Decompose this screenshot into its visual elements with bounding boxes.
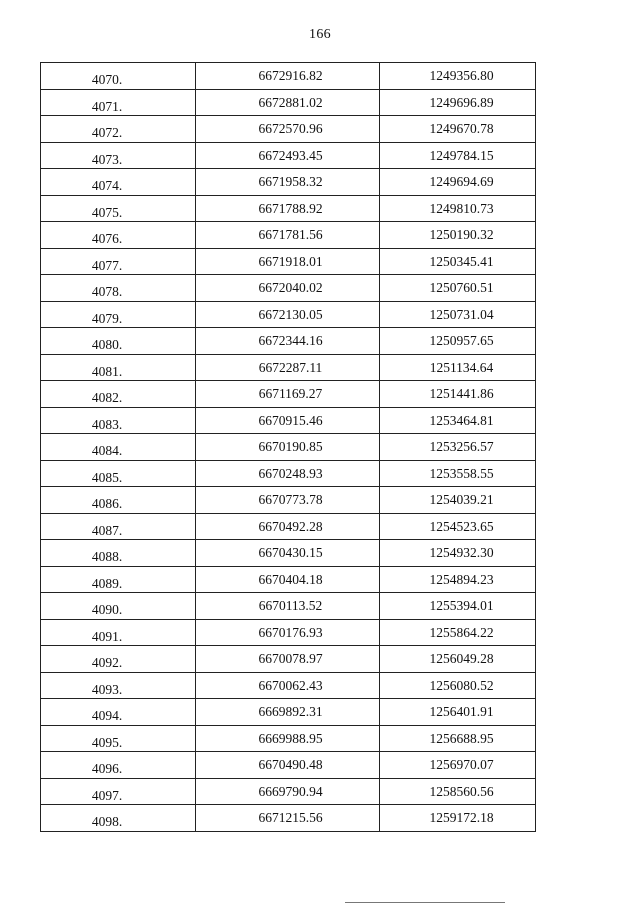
point-number-cell: 4086. bbox=[41, 487, 196, 514]
y-coordinate-cell: 1249696.89 bbox=[380, 89, 536, 116]
table-row bbox=[41, 89, 536, 116]
point-number-cell: 4097. bbox=[41, 778, 196, 805]
y-coordinate-cell: 1250190.32 bbox=[380, 222, 536, 249]
table-row bbox=[41, 778, 536, 805]
table-row bbox=[41, 619, 536, 646]
x-coordinate-cell: 6669988.95 bbox=[196, 725, 380, 752]
y-coordinate-cell: 1251134.64 bbox=[380, 354, 536, 381]
x-coordinate-cell: 6670404.18 bbox=[196, 566, 380, 593]
y-coordinate-cell: 1249670.78 bbox=[380, 116, 536, 143]
coordinates-table bbox=[40, 62, 536, 832]
x-coordinate-cell: 6672916.82 bbox=[196, 63, 380, 90]
point-number-cell: 4078. bbox=[41, 275, 196, 302]
y-coordinate-cell: 1250345.41 bbox=[380, 248, 536, 275]
table-row bbox=[41, 805, 536, 832]
y-coordinate-cell: 1256401.91 bbox=[380, 699, 536, 726]
table-row bbox=[41, 195, 536, 222]
x-coordinate-cell: 6672570.96 bbox=[196, 116, 380, 143]
y-coordinate-cell: 1249810.73 bbox=[380, 195, 536, 222]
table-row bbox=[41, 328, 536, 355]
point-number-cell: 4096. bbox=[41, 752, 196, 779]
table-row bbox=[41, 275, 536, 302]
y-coordinate-cell: 1254932.30 bbox=[380, 540, 536, 567]
y-coordinate-cell: 1255394.01 bbox=[380, 593, 536, 620]
y-coordinate-cell: 1253558.55 bbox=[380, 460, 536, 487]
y-coordinate-cell: 1250731.04 bbox=[380, 301, 536, 328]
table-row bbox=[41, 566, 536, 593]
x-coordinate-cell: 6672130.05 bbox=[196, 301, 380, 328]
y-coordinate-cell: 1249356.80 bbox=[380, 63, 536, 90]
point-number-cell: 4073. bbox=[41, 142, 196, 169]
point-number-cell: 4079. bbox=[41, 301, 196, 328]
table-row bbox=[41, 354, 536, 381]
y-coordinate-cell: 1253256.57 bbox=[380, 434, 536, 461]
x-coordinate-cell: 6670062.43 bbox=[196, 672, 380, 699]
y-coordinate-cell: 1256970.07 bbox=[380, 752, 536, 779]
point-number-cell: 4081. bbox=[41, 354, 196, 381]
x-coordinate-cell: 6670190.85 bbox=[196, 434, 380, 461]
x-coordinate-cell: 6670113.52 bbox=[196, 593, 380, 620]
point-number-cell: 4072. bbox=[41, 116, 196, 143]
x-coordinate-cell: 6671215.56 bbox=[196, 805, 380, 832]
x-coordinate-cell: 6672493.45 bbox=[196, 142, 380, 169]
x-coordinate-cell: 6672344.16 bbox=[196, 328, 380, 355]
point-number-cell: 4083. bbox=[41, 407, 196, 434]
table-row bbox=[41, 434, 536, 461]
point-number-cell: 4070. bbox=[41, 63, 196, 90]
x-coordinate-cell: 6672287.11 bbox=[196, 354, 380, 381]
point-number-cell: 4091. bbox=[41, 619, 196, 646]
point-number-cell: 4071. bbox=[41, 89, 196, 116]
table-row bbox=[41, 248, 536, 275]
table-row bbox=[41, 513, 536, 540]
y-coordinate-cell: 1249784.15 bbox=[380, 142, 536, 169]
y-coordinate-cell: 1256080.52 bbox=[380, 672, 536, 699]
table-row bbox=[41, 142, 536, 169]
y-coordinate-cell: 1256688.95 bbox=[380, 725, 536, 752]
table-row bbox=[41, 487, 536, 514]
page-number: 166 bbox=[309, 27, 331, 42]
x-coordinate-cell: 6671781.56 bbox=[196, 222, 380, 249]
x-coordinate-cell: 6672881.02 bbox=[196, 89, 380, 116]
x-coordinate-cell: 6671169.27 bbox=[196, 381, 380, 408]
table-row bbox=[41, 752, 536, 779]
table-row bbox=[41, 725, 536, 752]
point-number-cell: 4095. bbox=[41, 725, 196, 752]
table-row bbox=[41, 169, 536, 196]
point-number-cell: 4093. bbox=[41, 672, 196, 699]
y-coordinate-cell: 1254894.23 bbox=[380, 566, 536, 593]
y-coordinate-cell: 1254523.65 bbox=[380, 513, 536, 540]
x-coordinate-cell: 6670176.93 bbox=[196, 619, 380, 646]
y-coordinate-cell: 1253464.81 bbox=[380, 407, 536, 434]
y-coordinate-cell: 1251441.86 bbox=[380, 381, 536, 408]
x-coordinate-cell: 6670490.48 bbox=[196, 752, 380, 779]
table-row bbox=[41, 407, 536, 434]
bottom-rule bbox=[345, 902, 505, 903]
table-row bbox=[41, 63, 536, 90]
table-row bbox=[41, 222, 536, 249]
table-row bbox=[41, 540, 536, 567]
point-number-cell: 4075. bbox=[41, 195, 196, 222]
point-number-cell: 4076. bbox=[41, 222, 196, 249]
x-coordinate-cell: 6670430.15 bbox=[196, 540, 380, 567]
y-coordinate-cell: 1250957.65 bbox=[380, 328, 536, 355]
y-coordinate-cell: 1250760.51 bbox=[380, 275, 536, 302]
point-number-cell: 4082. bbox=[41, 381, 196, 408]
x-coordinate-cell: 6669790.94 bbox=[196, 778, 380, 805]
point-number-cell: 4074. bbox=[41, 169, 196, 196]
table-row bbox=[41, 672, 536, 699]
point-number-cell: 4088. bbox=[41, 540, 196, 567]
table-row bbox=[41, 699, 536, 726]
x-coordinate-cell: 6672040.02 bbox=[196, 275, 380, 302]
y-coordinate-cell: 1258560.56 bbox=[380, 778, 536, 805]
point-number-cell: 4098. bbox=[41, 805, 196, 832]
x-coordinate-cell: 6671958.32 bbox=[196, 169, 380, 196]
y-coordinate-cell: 1249694.69 bbox=[380, 169, 536, 196]
point-number-cell: 4094. bbox=[41, 699, 196, 726]
y-coordinate-cell: 1254039.21 bbox=[380, 487, 536, 514]
y-coordinate-cell: 1259172.18 bbox=[380, 805, 536, 832]
x-coordinate-cell: 6670915.46 bbox=[196, 407, 380, 434]
point-number-cell: 4092. bbox=[41, 646, 196, 673]
table-row bbox=[41, 646, 536, 673]
point-number-cell: 4077. bbox=[41, 248, 196, 275]
x-coordinate-cell: 6669892.31 bbox=[196, 699, 380, 726]
point-number-cell: 4084. bbox=[41, 434, 196, 461]
x-coordinate-cell: 6671788.92 bbox=[196, 195, 380, 222]
point-number-cell: 4080. bbox=[41, 328, 196, 355]
point-number-cell: 4090. bbox=[41, 593, 196, 620]
table-row bbox=[41, 301, 536, 328]
x-coordinate-cell: 6670492.28 bbox=[196, 513, 380, 540]
table-row bbox=[41, 593, 536, 620]
table-body bbox=[41, 63, 536, 832]
y-coordinate-cell: 1255864.22 bbox=[380, 619, 536, 646]
x-coordinate-cell: 6670773.78 bbox=[196, 487, 380, 514]
point-number-cell: 4089. bbox=[41, 566, 196, 593]
x-coordinate-cell: 6670078.97 bbox=[196, 646, 380, 673]
table-row bbox=[41, 116, 536, 143]
x-coordinate-cell: 6671918.01 bbox=[196, 248, 380, 275]
point-number-cell: 4085. bbox=[41, 460, 196, 487]
y-coordinate-cell: 1256049.28 bbox=[380, 646, 536, 673]
x-coordinate-cell: 6670248.93 bbox=[196, 460, 380, 487]
point-number-cell: 4087. bbox=[41, 513, 196, 540]
table-row bbox=[41, 460, 536, 487]
table-row bbox=[41, 381, 536, 408]
